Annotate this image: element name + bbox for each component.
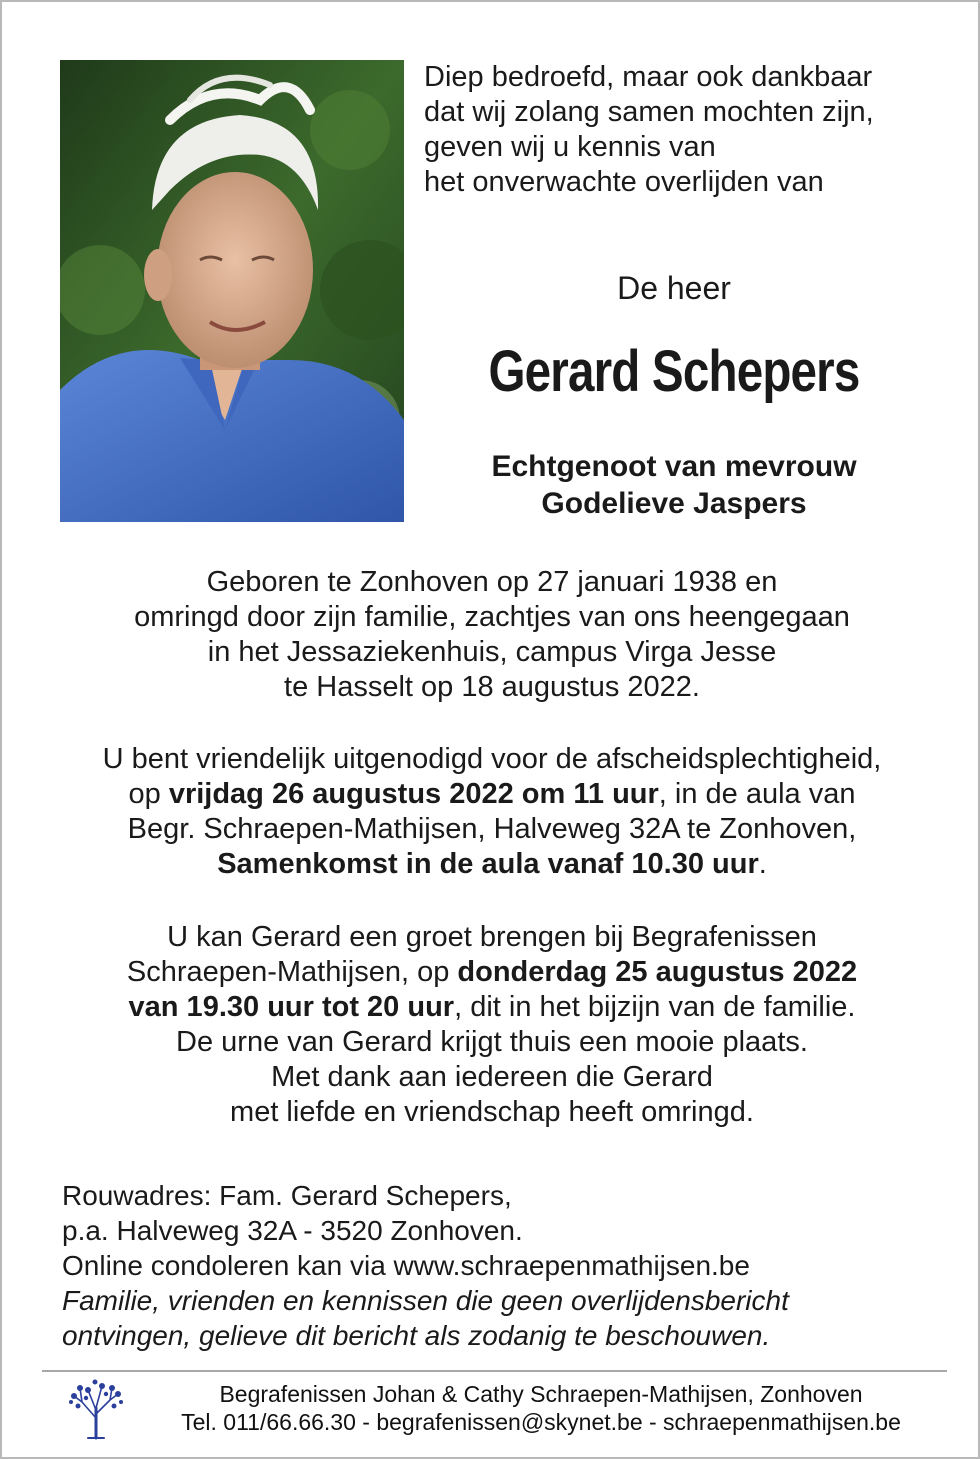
notice-line: ontvingen, gelieve dit bericht als zodanig te beschouwen. (62, 1320, 771, 1351)
visit-line: U kan Gerard een groet brengen bij Begrafenissen (167, 921, 817, 953)
honorific-title: De heer (617, 270, 731, 306)
birth-line: in het Jessaziekenhuis, campus Virga Jesse (207, 636, 777, 668)
birth-line: omringd door zijn familie, zachtjes van ons heengegaan (134, 601, 850, 633)
funeral-home-name: Begrafenissen Johan & Cathy Schraepen-Mathijsen, Zonhoven (219, 1381, 863, 1407)
ceremony-line (2, 847, 980, 882)
birth-paragraph (2, 565, 980, 705)
visit-time: van 19.30 uur tot 20 uur (128, 991, 455, 1023)
visit-line: Met dank aan iedereen die Gerard (271, 1061, 713, 1093)
visit-line (2, 955, 980, 990)
visit-date: donderdag 25 augustus 2022 (457, 956, 858, 988)
notice-line: Familie, vrienden en kennissen die geen overlijdensbericht (62, 1285, 789, 1316)
intro-line: Diep bedroefd, maar ook dankbaar (424, 61, 873, 93)
spouse-name: Godelieve Jaspers (541, 487, 807, 520)
visitation-paragraph (2, 920, 980, 1130)
divider (42, 1370, 947, 1372)
condolence-link[interactable]: Online condoleren kan via www.schraepenmathijsen.be (62, 1250, 750, 1281)
visit-line (2, 990, 980, 1025)
birth-line: Geboren te Zonhoven op 27 januari 1938 en (206, 566, 778, 598)
ceremony-date: vrijdag 26 augustus 2022 om 11 uur (168, 778, 659, 810)
intro-text (424, 60, 944, 200)
spouse-info (442, 448, 906, 522)
intro-line: dat wij zolang samen mochten zijn, (424, 96, 874, 128)
tree-logo-icon (68, 1378, 124, 1440)
ceremony-text: op (128, 778, 169, 810)
funeral-home-footer (136, 1380, 946, 1436)
visit-text: Schraepen-Mathijsen, op (126, 956, 458, 988)
address-line: Rouwadres: Fam. Gerard Schepers, (62, 1180, 512, 1211)
gathering-time: Samenkomst in de aula vanaf 10.30 uur (217, 848, 759, 880)
address-line: p.a. Halveweg 32A - 3520 Zonhoven. (62, 1215, 523, 1246)
birth-line: te Hasselt op 18 augustus 2022. (284, 671, 700, 703)
funeral-home-contact: Tel. 011/66.66.30 - begrafenissen@skynet.be - schraepenmathijsen.be (181, 1409, 901, 1435)
ceremony-paragraph (2, 742, 980, 882)
ceremony-line (2, 777, 980, 812)
ceremony-line: U bent vriendelijk uitgenodigd voor de afscheidsplechtigheid, (102, 743, 882, 775)
deceased-name: Gerard Schepers (488, 339, 860, 404)
visit-line: met liefde en vriendschap heeft omringd. (230, 1096, 754, 1128)
portrait-photo (60, 60, 404, 522)
portrait-illustration (60, 60, 404, 522)
intro-line: geven wij u kennis van (424, 131, 716, 163)
visit-line: De urne van Gerard krijgt thuis een mooie plaats. (176, 1026, 808, 1058)
ceremony-text: , in de aula van (658, 778, 856, 810)
ceremony-line: Begr. Schraepen-Mathijsen, Halveweg 32A te Zonhoven, (127, 813, 857, 845)
visit-text: , dit in het bijzijn van de familie. (454, 991, 856, 1023)
intro-line: het onverwachte overlijden van (424, 166, 824, 198)
spouse-line: Echtgenoot van mevrouw (491, 450, 857, 483)
ceremony-text: . (758, 848, 767, 880)
mourning-address (62, 1178, 942, 1353)
